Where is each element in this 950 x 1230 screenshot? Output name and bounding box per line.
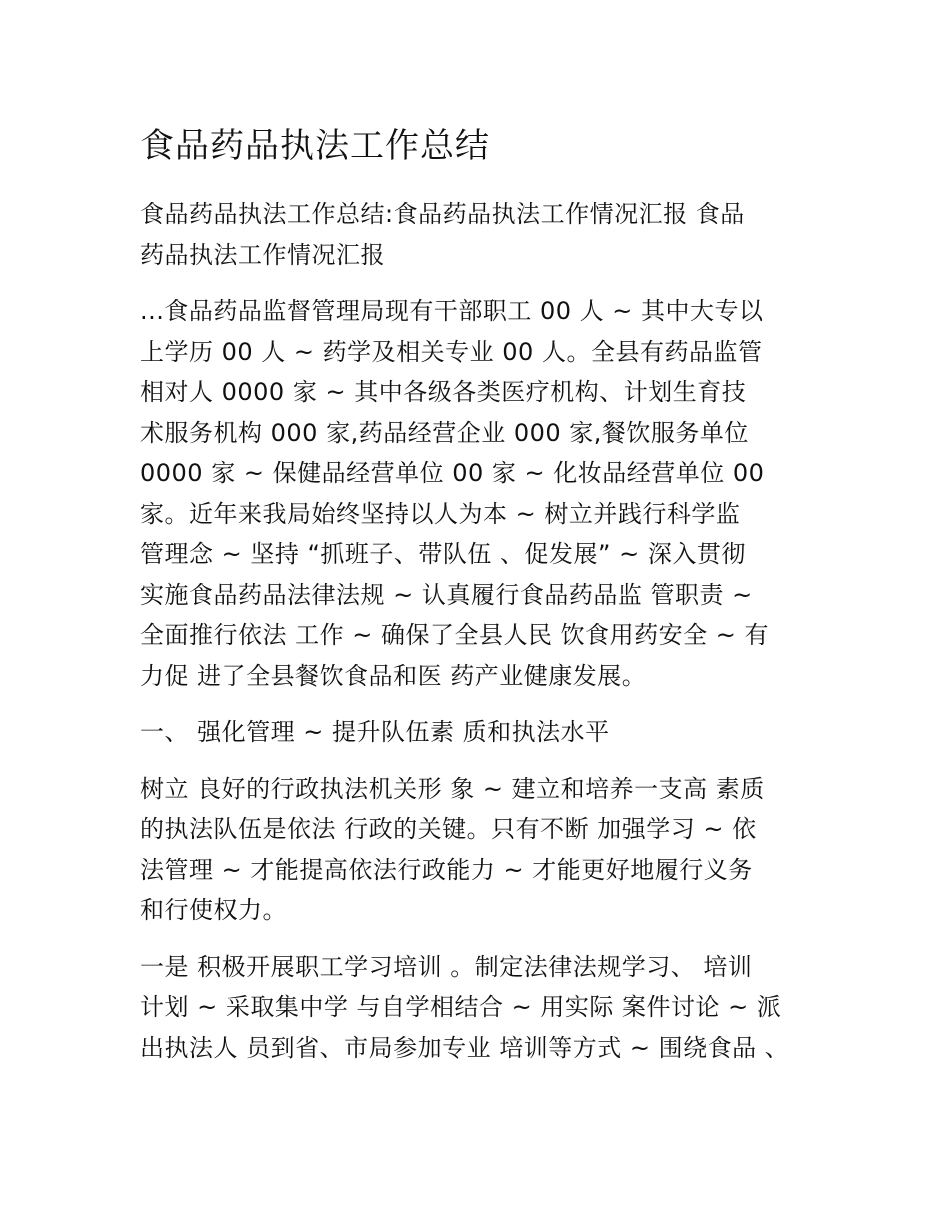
document-body [140, 120, 820, 1084]
text-line: 相对人 0000 家 ~ 其中各级各类医疗机构、计划生育技 [140, 378, 747, 406]
training-paragraph [140, 947, 820, 1069]
text-line: 0000 家 ~ 保健品经营单位 00 家 ~ 化妆品经营单位 00 [140, 459, 765, 487]
text-line: 术服务机构 000 家,药品经营企业 000 家,餐饮服务单位 [140, 418, 749, 447]
text-line: 一是 积极开展职工学习培训 。制定法律法规学习、 培训 [140, 952, 753, 981]
text-line: 力促 进了全县餐饮食品和医 药产业健康发展。 [140, 661, 647, 690]
text-line: 上学历 00 人 ~ 药学及相关专业 00 人。全县有药品监管 [140, 337, 763, 366]
text-line: 的执法队伍是依法 行政的关键。只有不断 加强学习 ~ 依 [140, 815, 757, 843]
text-line: 家。近年来我局始终坚持以人为本 ~ 树立并践行科学监 [140, 499, 741, 528]
section1-paragraph [140, 769, 820, 931]
intro-paragraph [140, 291, 820, 696]
text-line: 出执法人 员到省、市局参加专业 培训等方式 ~ 围绕食品 、 [140, 1033, 790, 1062]
text-line: 药品执法工作情况汇报 [140, 240, 385, 269]
section-heading: 一、 强化管理 ~ 提升队伍素 质和执法水平 [140, 718, 610, 746]
text-line: 和行使权力。 [140, 896, 287, 924]
text-line: 实施食品药品法律法规 ~ 认真履行食品药品监 管职责 ~ [140, 580, 753, 609]
text-line: 树立 良好的行政执法机关形 象 ~ 建立和培养一支高 素质 [140, 774, 765, 803]
text-line: 全面推行依法 工作 ~ 确保了全县人民 饮食用药安全 ~ 有 [140, 621, 769, 649]
document-title: 食品药品执法工作总结 [140, 126, 490, 166]
text-line: 法管理 ~ 才能提高依法行政能力 ~ 才能更好地履行义务 [140, 855, 753, 884]
text-line: 计划 ~ 采取集中学 与自学相结合 ~ 用实际 案件讨论 ~ 派 [140, 993, 782, 1021]
text-line: 食品药品执法工作总结:食品药品执法工作情况汇报 食品 [140, 200, 745, 228]
subtitle-paragraph [140, 194, 820, 275]
text-line: ...食品药品监督管理局现有干部职工 00 人 ~ 其中大专以 [140, 297, 764, 325]
text-line: 管理念 ~ 坚持 “抓班子、带队伍 、促发展” ~ 深入贯彻 [140, 540, 746, 568]
